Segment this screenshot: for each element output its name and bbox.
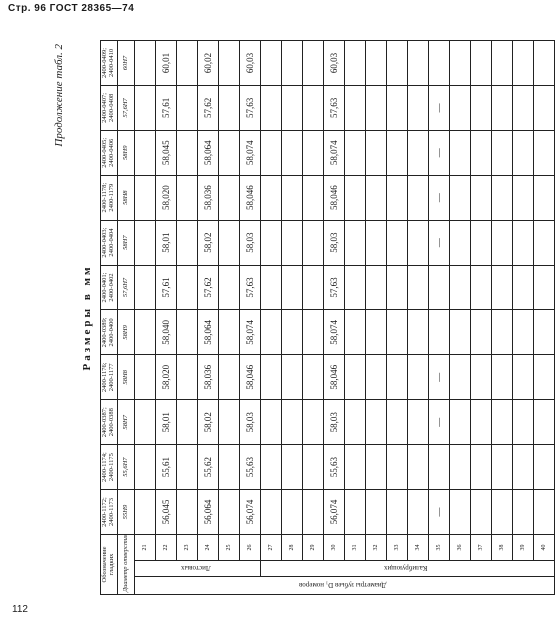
value-cell: [491, 490, 512, 535]
value-cell: [302, 175, 323, 220]
row-number: 40: [533, 534, 554, 560]
row-number: 30: [323, 534, 344, 560]
value-cell: [218, 85, 239, 130]
value-cell: 55,63: [239, 445, 260, 490]
value-cell: [470, 490, 491, 535]
value-cell: [386, 85, 407, 130]
value-cell: [344, 310, 365, 355]
value-cell: [218, 310, 239, 355]
value-cell: [365, 445, 386, 490]
row-number: 35: [428, 534, 449, 560]
value-cell: [470, 400, 491, 445]
value-cell: [470, 175, 491, 220]
value-cell: [512, 265, 533, 310]
value-cell: [281, 85, 302, 130]
value-cell: 58,046: [323, 355, 344, 400]
value-cell: [344, 175, 365, 220]
table-row: [218, 41, 239, 595]
value-cell: 60,03: [239, 41, 260, 86]
table-row: [281, 41, 302, 595]
value-cell: [407, 175, 428, 220]
value-cell: [218, 490, 239, 535]
row-number: 24: [197, 534, 218, 560]
column-tolerance: 57,6H7: [117, 85, 134, 130]
value-cell: [491, 400, 512, 445]
value-cell: 58,020: [155, 175, 176, 220]
row-number: 33: [386, 534, 407, 560]
value-cell: [470, 310, 491, 355]
value-cell: [428, 445, 449, 490]
value-cell: [365, 41, 386, 86]
value-cell: [302, 265, 323, 310]
value-cell: [302, 220, 323, 265]
value-cell: 58,036: [197, 175, 218, 220]
table-header-row: [101, 41, 118, 595]
value-cell: [134, 355, 155, 400]
value-cell: [512, 490, 533, 535]
table-row: [239, 41, 260, 595]
table-row: [449, 41, 470, 595]
value-cell: [218, 175, 239, 220]
value-cell: 58,03: [239, 400, 260, 445]
value-cell: [407, 130, 428, 175]
value-cell: [134, 490, 155, 535]
value-cell: 57,63: [239, 265, 260, 310]
table-row: [407, 41, 428, 595]
value-cell: 56,074: [239, 490, 260, 535]
value-cell: [176, 220, 197, 265]
value-cell: [449, 400, 470, 445]
value-cell: [260, 85, 281, 130]
value-cell: [176, 445, 197, 490]
value-cell: [386, 175, 407, 220]
value-cell: [134, 445, 155, 490]
column-tolerance: 60H7: [117, 41, 134, 86]
value-cell: [176, 310, 197, 355]
row-number: 36: [449, 534, 470, 560]
value-cell: 57,63: [323, 265, 344, 310]
value-cell: [386, 41, 407, 86]
value-cell: [512, 175, 533, 220]
value-cell: [344, 85, 365, 130]
table-row: [323, 41, 344, 595]
value-cell: [533, 400, 554, 445]
value-cell: [302, 400, 323, 445]
value-cell: [449, 85, 470, 130]
value-cell: [176, 130, 197, 175]
value-cell: [386, 130, 407, 175]
value-cell: 57,63: [239, 85, 260, 130]
value-cell: [512, 355, 533, 400]
value-cell: 57,62: [197, 85, 218, 130]
value-cell: [281, 130, 302, 175]
value-cell: [512, 41, 533, 86]
column-tolerance: 55,6H7: [117, 445, 134, 490]
table-row: [155, 41, 176, 595]
value-cell: 60,01: [155, 41, 176, 86]
value-cell: 57,61: [155, 265, 176, 310]
value-cell: [470, 220, 491, 265]
value-cell: 58,046: [323, 175, 344, 220]
value-cell: [512, 445, 533, 490]
value-cell: [344, 220, 365, 265]
value-cell: [281, 41, 302, 86]
side-label-text: Диаметры зубьев D₁ номеров: [299, 581, 387, 590]
value-cell: [260, 175, 281, 220]
value-cell: [260, 130, 281, 175]
value-cell: [134, 220, 155, 265]
table-row: [491, 41, 512, 595]
sizes-title: Размеры в мм: [81, 264, 93, 371]
value-cell: [386, 490, 407, 535]
rotated-table-area: [45, 40, 547, 595]
value-cell: 58,074: [239, 130, 260, 175]
value-cell: [344, 355, 365, 400]
value-cell: [365, 400, 386, 445]
value-cell: [407, 310, 428, 355]
value-cell: [533, 490, 554, 535]
table-row: [365, 41, 386, 595]
first-column-header: Обозначение гладких: [101, 534, 118, 594]
value-cell: [134, 41, 155, 86]
value-cell: [344, 41, 365, 86]
value-cell: [407, 400, 428, 445]
value-cell: 58,046: [239, 175, 260, 220]
value-cell: [302, 445, 323, 490]
column-designation: 2400-1172; 2400-1173: [101, 490, 118, 535]
value-cell: [386, 355, 407, 400]
value-cell: [344, 265, 365, 310]
table-row: [428, 41, 449, 595]
value-cell: [260, 490, 281, 535]
column-designation: 2400-1174; 2400-1175: [101, 445, 118, 490]
value-cell: 55,61: [155, 445, 176, 490]
column-tolerance: 58H8: [117, 175, 134, 220]
value-cell: [491, 355, 512, 400]
value-cell: [134, 175, 155, 220]
value-cell: [386, 400, 407, 445]
table-row: [260, 41, 281, 595]
value-cell: —: [428, 220, 449, 265]
value-cell: [449, 265, 470, 310]
value-cell: [218, 445, 239, 490]
column-designation: 2400-0407; 2400-0408: [101, 85, 118, 130]
value-cell: [491, 130, 512, 175]
value-cell: [491, 175, 512, 220]
column-tolerance: 55H9: [117, 490, 134, 535]
value-cell: [176, 355, 197, 400]
value-cell: [449, 355, 470, 400]
value-cell: [281, 175, 302, 220]
value-cell: —: [428, 355, 449, 400]
value-cell: [407, 355, 428, 400]
row-number: 34: [407, 534, 428, 560]
column-designation: 2400-0405; 2400-0406: [101, 130, 118, 175]
value-cell: [260, 220, 281, 265]
value-cell: [218, 355, 239, 400]
page-number: 112: [12, 604, 28, 615]
value-cell: [218, 41, 239, 86]
column-designation: 2400-0403; 2400-0404: [101, 220, 118, 265]
value-cell: [449, 220, 470, 265]
value-cell: [428, 41, 449, 86]
value-cell: [365, 85, 386, 130]
value-cell: [344, 400, 365, 445]
value-cell: 58,036: [197, 355, 218, 400]
value-cell: [512, 310, 533, 355]
value-cell: [134, 310, 155, 355]
value-cell: [176, 490, 197, 535]
value-cell: [533, 220, 554, 265]
value-cell: [302, 490, 323, 535]
value-cell: [407, 220, 428, 265]
column-tolerance: 58H9: [117, 310, 134, 355]
table-row: [176, 41, 197, 595]
value-cell: [365, 130, 386, 175]
column-designation: 2400-0389; 2400-0400: [101, 310, 118, 355]
column-designation: 2400-0409; 2400-0410: [101, 41, 118, 86]
value-cell: [470, 130, 491, 175]
value-cell: 58,01: [155, 220, 176, 265]
value-cell: [365, 490, 386, 535]
row-number: 39: [512, 534, 533, 560]
value-cell: [260, 400, 281, 445]
value-cell: [491, 265, 512, 310]
row-number: 27: [260, 534, 281, 560]
value-cell: —: [428, 130, 449, 175]
column-tolerance: 57,6H7: [117, 265, 134, 310]
value-cell: [386, 445, 407, 490]
value-cell: 58,074: [323, 130, 344, 175]
value-cell: [176, 85, 197, 130]
row-number: 28: [281, 534, 302, 560]
value-cell: —: [428, 400, 449, 445]
value-cell: [134, 400, 155, 445]
value-cell: [533, 175, 554, 220]
value-cell: [428, 265, 449, 310]
table-row: [134, 41, 155, 595]
value-cell: [449, 490, 470, 535]
column-tolerance: 58H7: [117, 220, 134, 265]
group-label-pass: [134, 561, 260, 577]
value-cell: [491, 310, 512, 355]
row-number: 38: [491, 534, 512, 560]
value-cell: [218, 265, 239, 310]
side-label: [134, 577, 554, 595]
value-cell: 57,63: [323, 85, 344, 130]
value-cell: [176, 265, 197, 310]
value-cell: [512, 130, 533, 175]
continuation-label: Продолжение табл. 2: [53, 44, 65, 147]
column-tolerance: 58H9: [117, 130, 134, 175]
group-label-calibrating: [260, 561, 554, 577]
value-cell: [134, 85, 155, 130]
row-number: 32: [365, 534, 386, 560]
row-number: 37: [470, 534, 491, 560]
value-cell: 56,045: [155, 490, 176, 535]
value-cell: [344, 445, 365, 490]
diameter-header: Диаметр отверстия: [117, 534, 134, 594]
value-cell: [407, 41, 428, 86]
value-cell: [407, 265, 428, 310]
value-cell: 58,03: [323, 220, 344, 265]
value-cell: [533, 130, 554, 175]
value-cell: 56,064: [197, 490, 218, 535]
value-cell: 58,02: [197, 400, 218, 445]
table-row: [470, 41, 491, 595]
value-cell: [449, 130, 470, 175]
value-cell: [344, 490, 365, 535]
page-header: Стр. 96 ГОСТ 28365—74: [8, 3, 135, 14]
value-cell: [218, 220, 239, 265]
row-number: 21: [134, 534, 155, 560]
value-cell: [386, 310, 407, 355]
value-cell: [281, 310, 302, 355]
value-cell: [134, 265, 155, 310]
value-cell: 57,61: [155, 85, 176, 130]
value-cell: [260, 310, 281, 355]
value-cell: 57,62: [197, 265, 218, 310]
gost-table: [100, 40, 555, 595]
value-cell: 58,02: [197, 220, 218, 265]
value-cell: [407, 490, 428, 535]
value-cell: [344, 130, 365, 175]
column-designation: 2400-0387; 2400-0388: [101, 400, 118, 445]
value-cell: [365, 175, 386, 220]
value-cell: [491, 85, 512, 130]
row-number: 25: [218, 534, 239, 560]
value-cell: [449, 41, 470, 86]
value-cell: [260, 445, 281, 490]
value-cell: [260, 265, 281, 310]
value-cell: [218, 130, 239, 175]
value-cell: 58,074: [239, 310, 260, 355]
row-number: 26: [239, 534, 260, 560]
value-cell: [491, 220, 512, 265]
value-cell: [281, 220, 302, 265]
value-cell: [365, 310, 386, 355]
row-number: 22: [155, 534, 176, 560]
value-cell: [491, 445, 512, 490]
value-cell: [512, 220, 533, 265]
value-cell: [302, 310, 323, 355]
table-row: [344, 41, 365, 595]
value-cell: [176, 175, 197, 220]
value-cell: [386, 220, 407, 265]
value-cell: [176, 41, 197, 86]
value-cell: —: [428, 175, 449, 220]
value-cell: [218, 400, 239, 445]
group-label-text: Калибрующих: [384, 564, 428, 573]
value-cell: [470, 85, 491, 130]
value-cell: [470, 355, 491, 400]
tolerance-row: [117, 41, 134, 595]
value-cell: [533, 265, 554, 310]
value-cell: —: [428, 490, 449, 535]
value-cell: [533, 445, 554, 490]
value-cell: [512, 85, 533, 130]
value-cell: [533, 355, 554, 400]
value-cell: 58,020: [155, 355, 176, 400]
group-label-text: Листовых: [181, 564, 211, 573]
value-cell: 58,064: [197, 130, 218, 175]
value-cell: [533, 85, 554, 130]
column-designation: 2400-1176; 2400-1177: [101, 355, 118, 400]
value-cell: [281, 445, 302, 490]
value-cell: 55,63: [323, 445, 344, 490]
value-cell: [302, 41, 323, 86]
value-cell: 55,62: [197, 445, 218, 490]
column-tolerance: 58H8: [117, 355, 134, 400]
value-cell: [428, 310, 449, 355]
row-number: 29: [302, 534, 323, 560]
value-cell: 58,046: [239, 355, 260, 400]
column-designation: 2400-1178; 2400-1179: [101, 175, 118, 220]
value-cell: 60,03: [323, 41, 344, 86]
value-cell: [470, 41, 491, 86]
table-row: [197, 41, 218, 595]
value-cell: 60,02: [197, 41, 218, 86]
value-cell: 58,03: [323, 400, 344, 445]
value-cell: 58,045: [155, 130, 176, 175]
value-cell: 58,040: [155, 310, 176, 355]
value-cell: [470, 445, 491, 490]
column-tolerance: 58H7: [117, 400, 134, 445]
value-cell: [281, 265, 302, 310]
value-cell: 56,074: [323, 490, 344, 535]
table-row: [302, 41, 323, 595]
value-cell: [302, 130, 323, 175]
value-cell: [281, 355, 302, 400]
value-cell: [407, 85, 428, 130]
value-cell: [533, 310, 554, 355]
value-cell: [302, 85, 323, 130]
value-cell: [449, 445, 470, 490]
value-cell: [302, 355, 323, 400]
value-cell: [407, 445, 428, 490]
row-number: 23: [176, 534, 197, 560]
value-cell: 58,01: [155, 400, 176, 445]
table-row: [533, 41, 554, 595]
value-cell: [260, 41, 281, 86]
value-cell: [365, 265, 386, 310]
value-cell: [449, 310, 470, 355]
value-cell: 58,074: [323, 310, 344, 355]
value-cell: [491, 41, 512, 86]
value-cell: 58,064: [197, 310, 218, 355]
value-cell: [365, 355, 386, 400]
value-cell: [176, 400, 197, 445]
table-row: [386, 41, 407, 595]
value-cell: [260, 355, 281, 400]
value-cell: [512, 400, 533, 445]
value-cell: —: [428, 85, 449, 130]
value-cell: [365, 220, 386, 265]
value-cell: [281, 400, 302, 445]
value-cell: 58,03: [239, 220, 260, 265]
column-designation: 2400-0401; 2400-0402: [101, 265, 118, 310]
value-cell: [386, 265, 407, 310]
table-row: [512, 41, 533, 595]
value-cell: [533, 41, 554, 86]
row-number: 31: [344, 534, 365, 560]
value-cell: [470, 265, 491, 310]
value-cell: [281, 490, 302, 535]
value-cell: [134, 130, 155, 175]
value-cell: [449, 175, 470, 220]
